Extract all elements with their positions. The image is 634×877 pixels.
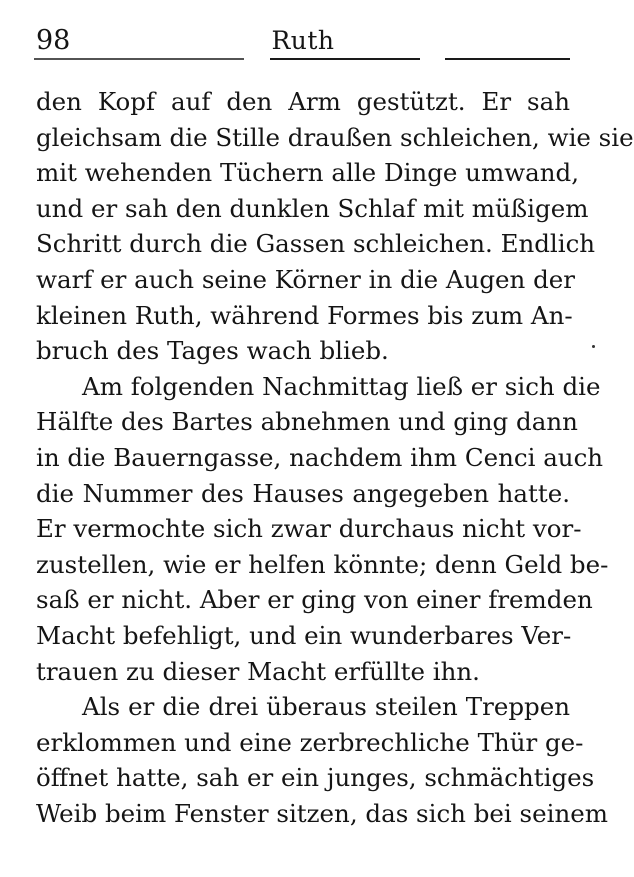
page-number: 98 xyxy=(36,25,71,56)
text-line: in die Bauerngasse, nachdem ihm Cenci auch xyxy=(36,442,604,472)
text-line: Weib beim Fenster sitzen, das sich bei seinem xyxy=(36,798,608,828)
header-rule xyxy=(445,58,570,60)
text-line: mit wehenden Tüchern alle Dinge umwand, xyxy=(36,158,580,188)
text-line: öffnet hatte, sah er ein junges, schmächtiges xyxy=(36,763,595,793)
page-body xyxy=(36,84,634,831)
paragraph-3 xyxy=(36,689,608,831)
text-line: Er vermochte sich zwar durchaus nicht vor- xyxy=(36,514,582,544)
text-line: bruch des Tages wach blieb. xyxy=(36,336,389,366)
header-rule xyxy=(34,58,244,60)
text-line: den Kopf auf den Arm gestützt. Er sah xyxy=(36,87,570,116)
text-line: Macht befehligt, und ein wunderbares Ver- xyxy=(36,620,572,650)
text-line: warf er auch seine Körner in die Augen der xyxy=(36,264,575,294)
text-line: trauen zu dieser Macht erfüllte ihn. xyxy=(36,656,480,686)
text-line: kleinen Ruth, während Formes bis zum An- xyxy=(36,300,573,330)
running-title: Ruth xyxy=(271,26,335,55)
scan-speck xyxy=(592,345,595,348)
text-line: gleichsam die Stille draußen schleichen, wie sie xyxy=(36,122,634,152)
text-line: Am folgenden Nachmittag ließ er sich die xyxy=(82,371,601,401)
text-line: zustellen, wie er helfen könnte; denn Geld be- xyxy=(36,549,609,579)
text-line: Schritt durch die Gassen schleichen. Endlich xyxy=(36,229,596,259)
paragraph-2 xyxy=(36,369,609,689)
paragraph-1 xyxy=(36,84,634,369)
text-line: erklommen und eine zerbrechliche Thür ge- xyxy=(36,727,584,757)
header-rule xyxy=(270,58,420,60)
text-line: Hälfte des Bartes abnehmen und ging dann xyxy=(36,407,578,437)
text-line: und er sah den dunklen Schlaf mit müßigem xyxy=(36,193,589,223)
text-line: saß er nicht. Aber er ging von einer fremden xyxy=(36,585,593,615)
text-line: Als er die drei überaus steilen Treppen xyxy=(82,692,570,722)
text-line: die Nummer des Hauses angegeben hatte. xyxy=(36,478,570,508)
